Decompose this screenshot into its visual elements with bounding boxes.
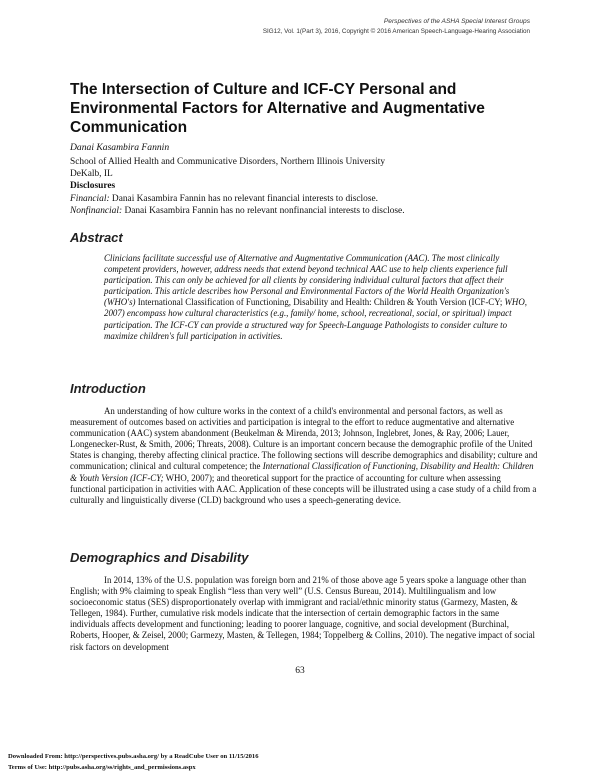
financial-disclosure (70, 194, 378, 204)
article-title: The Intersection of Culture and ICF-CY Personal and Environmental Factors for Alternative and Augmentative Communication (70, 81, 485, 136)
abstract-part-1: Clinicians facilitate successful use of Alternative and Augmentative Communication (AAC). The most clinically competent providers, however, address needs that extend beyond technical AAC use to help clients experience full participation. This can only be achieved for all clients by considering individual cultural factors that affect their participation. This article describes how Personal and Environmental Factors of the World Health Organization's (WHO's) (104, 253, 510, 308)
introduction-heading: Introduction (70, 381, 146, 396)
abstract-body (104, 253, 534, 342)
intro-part-3: WHO, 2007); and theoretical support for the practice of accounting for culture when assessing functional participation in activities with AAC. Application of these concepts will be illustrated using a case study of a child from a culturally and linguistically diverse (CLD) background who uses a speech-generating device. (70, 472, 537, 505)
nonfinancial-text: Danai Kasambira Fannin has no relevant nonfinancial interests to disclose. (122, 206, 405, 216)
nonfinancial-label: Nonfinancial: (70, 206, 123, 216)
financial-label: Financial: (70, 194, 110, 204)
introduction-body (70, 406, 538, 506)
page-number: 63 (295, 666, 305, 676)
affiliation-location: DeKalb, IL (70, 169, 113, 179)
intro-icf-title: International Classification of Functioning, Disability and Health: Children & Youth Version (ICF-CY; (70, 461, 534, 483)
journal-name: Perspectives of the ASHA Special Interest Groups (383, 18, 530, 25)
nonfinancial-disclosure (70, 206, 405, 216)
abstract-icf-title: International Classification of Functioning, Disability and Health: Children & Youth Version (ICF-CY; (137, 297, 505, 308)
affiliation-line: School of Allied Health and Communicative Disorders, Northern Illinois University (70, 157, 386, 167)
demographics-body: In 2014, 13% of the U.S. population was foreign born and 21% of those above age 5 years spoke a language other than English; with 9% claiming to speak English “less than very well” (U.S. Census Bureau, 2014). Multilingualism and low socioeconomic status (SES) disproportionately overlap with immigrant and racial/ethnic minority status (Garmezy, Masten, & Tellegen, 1984). Further, cumulative risk models indicate that the intersection of certain demographic factors in the same individuals affects development and functioning; leading to poorer language, cognitive, and social development (Burchinal, Roberts, Hooper, & Zeisel, 2000; Garmezy, Masten, & Tellegen, 1984; Toppelberg & Collins, 2010). The negative impact of social risk factors on development (70, 575, 535, 652)
disclosures-heading: Disclosures (70, 181, 116, 191)
issue-info: SIG12, Vol. 1(Part 3), 2016, Copyright © 2016 American Speech-Language-Hearing Association (262, 28, 530, 35)
financial-text: Danai Kasambira Fannin has no relevant financial interests to disclose. (109, 194, 378, 204)
abstract-heading: Abstract (70, 230, 123, 245)
author-name: Danai Kasambira Fannin (70, 142, 170, 153)
demographics-heading: Demographics and Disability (70, 550, 249, 565)
download-footer: Downloaded From: http://perspectives.pubs.asha.org/ by a ReadCube User on 11/15/2016 (8, 753, 259, 760)
terms-footer: Terms of Use: http://pubs.asha.org/ss/rights_and_permissions.aspx (8, 764, 196, 771)
abstract-part-3: WHO, 2007) encompass how cultural characteristics (e.g., family/ home, school, recreational, social, or spiritual) impact participation. The ICF-CY can provide a structured way for Speech-Language Pathologists to consider culture to maximize children's full participation in activities. (104, 297, 527, 341)
intro-part-1: An understanding of how culture works in the context of a child's environmental and personal factors, as well as measurement of outcomes based on activities and participation is integral to the effort to reduce augmentative and alternative communication (AAC) system abandonment (Beukelman & Mirenda, 2013; Johnson, Inglebret, Jones, & Ray, 2006; Lauer, Longenecker-Rust, & Smith, 2006; Threats, 2008). Culture is an important concern because the demographic profile of the United States is changing, thereby affecting clinical practice. The following sections will describe demographics and disability; culture and communication; clinical and cultural competence; the (70, 406, 538, 472)
